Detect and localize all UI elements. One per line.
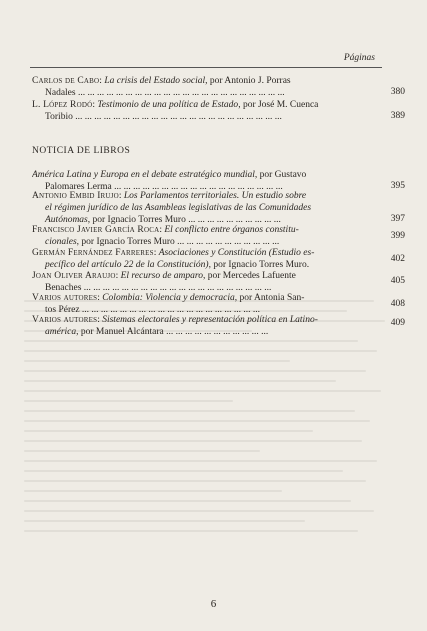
entry-page-number: 409 bbox=[390, 318, 405, 328]
toc-entry: L. López Rodó: Testimonio de una política de Estado, por José M. Cuenca Toribio ... ... ... ... ... ... ... ... ... ... ... ... ... ... ... ... ... ... ... ... ... ... bbox=[32, 99, 380, 123]
section-heading: NOTICIA DE LIBROS bbox=[32, 146, 131, 156]
toc-entry: Antonio Embid Irujo: Los Parlamentos territoriales. Un estudio sobre el régimen jurídico de las Asambleas legislativas de las Comunidades Autónomas, por Ignacio Torres Muro ... ... ... ... ... ... ... ... ... ... bbox=[32, 191, 312, 225]
entry-author: Varios autores bbox=[32, 315, 98, 325]
entry-continuation: Benaches ... ... ... ... ... ... ... ... ... ... ... ... ... ... ... ... ... ... ... ... bbox=[45, 283, 272, 293]
toc-entry: Francisco Javier García Roca: El conflicto entre órganos constitu- cionales, por Ignacio Torres Muro ... ... ... ... ... ... ... ... ... ... ... bbox=[32, 225, 299, 247]
entry-author: Germán Fernández Farreres bbox=[32, 248, 154, 258]
entry-title-cont: cionales bbox=[45, 237, 77, 247]
entry-continuation: Palomares Lerma ... ... ... ... ... ... ... ... ... ... ... ... ... ... ... ... ... ... bbox=[45, 182, 283, 192]
entry-author: Francisco Javier García Roca bbox=[32, 225, 160, 235]
entry-page-number: 402 bbox=[390, 254, 405, 264]
toc-entry: Varios autores: Colombia: Violencia y democracia, por Antonia San- tos Pérez ... ... ... ... ... ... ... ... ... ... ... ... ... ... ... ... ... ... ... bbox=[32, 292, 380, 316]
entry-page-number: 389 bbox=[390, 111, 405, 121]
entry-title: Asociaciones y Constitución (Estudio es- bbox=[158, 248, 315, 258]
toc-entry: Carlos de Cabo: La crisis del Estado social, por Antonio J. Porras Nadales ... ... ... ... ... ... ... ... ... ... ... ... ... ... ... ... ... ... ... ... ... ... bbox=[32, 75, 380, 99]
entry-page-number: 380 bbox=[390, 87, 405, 97]
entry-title: Colombia: Violencia y democracia bbox=[102, 293, 235, 303]
toc-entry: Joan Oliver Araujo: El recurso de amparo, por Mercedes Lafuente Benaches ... ... ... ... ... ... ... ... ... ... ... ... ... ... ... ... ... ... ... ... bbox=[32, 270, 380, 294]
entry-title-cont: Autónomas bbox=[45, 215, 88, 225]
entry-byline: , por Manuel Alcántara ... ... ... ... ... ... ... ... ... ... ... bbox=[76, 327, 269, 337]
entry-author: Joan Oliver Araujo bbox=[32, 271, 116, 281]
entry-byline: , por Ignacio Torres Muro. bbox=[208, 260, 310, 270]
entry-byline: , por José M. Cuenca bbox=[238, 100, 319, 110]
entry-byline: , por Gustavo bbox=[254, 170, 307, 180]
entry-page-number: 408 bbox=[390, 299, 405, 309]
entry-author: Carlos de Cabo bbox=[32, 76, 100, 86]
footer-page-number: 6 bbox=[210, 598, 217, 610]
toc-entry: Varios autores: Sistemas electorales y representación política en Latino- américa, por Manuel Alcántara ... ... ... ... ... ... ... ... ... ... ... bbox=[32, 315, 318, 337]
entry-page-number: 397 bbox=[390, 214, 405, 224]
toc-entry: Germán Fernández Farreres: Asociaciones y Constitución (Estudio es- pecífico del artículo 22 de la Constitución), por Ignacio Torres Muro. bbox=[32, 248, 315, 270]
entry-byline: , por Ignacio Torres Muro ... ... ... ... ... ... ... ... ... ... ... bbox=[76, 237, 280, 247]
entry-title: La crisis del Estado social bbox=[104, 76, 206, 86]
entry-byline: , por Mercedes Lafuente bbox=[203, 271, 296, 281]
entry-title: El recurso de amparo bbox=[120, 271, 204, 281]
entry-page-number: 399 bbox=[390, 231, 405, 241]
entry-page-number: 395 bbox=[390, 181, 405, 191]
entry-title: Testimonio de una política de Estado bbox=[97, 100, 239, 110]
entry-author: L. López Rodó bbox=[32, 100, 93, 110]
entry-title-cont: pecífico del artículo 22 de la Constitución) bbox=[45, 260, 209, 270]
pages-column-header: Páginas bbox=[343, 53, 375, 63]
entry-title: Sistemas electorales y representación política en Latino- bbox=[102, 315, 318, 325]
entry-byline: , por Antonio J. Porras bbox=[205, 76, 291, 86]
entry-author: Antonio Embid Irujo bbox=[32, 191, 119, 201]
entry-continuation: tos Pérez ... ... ... ... ... ... ... ... ... ... ... ... ... ... ... ... ... ... ... bbox=[45, 305, 261, 315]
entry-continuation: Toribio ... ... ... ... ... ... ... ... ... ... ... ... ... ... ... ... ... ... ... ... ... ... bbox=[45, 112, 282, 122]
entry-title-cont: américa bbox=[45, 327, 77, 337]
entry-byline: , por Antonia San- bbox=[234, 293, 305, 303]
entry-continuation: Nadales ... ... ... ... ... ... ... ... ... ... ... ... ... ... ... ... ... ... ... ... ... ... bbox=[45, 88, 285, 98]
entry-title: América Latina y Europa en el debate estratégico mundial bbox=[32, 170, 255, 180]
entry-title-cont: el régimen jurídico de las Asambleas legislativas de las Comunidades bbox=[45, 203, 312, 213]
entry-page-number: 405 bbox=[390, 276, 405, 286]
entry-byline: , por Ignacio Torres Muro ... ... ... ... ... ... ... ... ... ... bbox=[87, 215, 281, 225]
entry-title: El conflicto entre órganos constitu- bbox=[164, 225, 299, 235]
entry-author: Varios autores bbox=[32, 293, 98, 303]
entry-title: Los Parlamentos territoriales. Un estudio sobre bbox=[123, 191, 307, 201]
